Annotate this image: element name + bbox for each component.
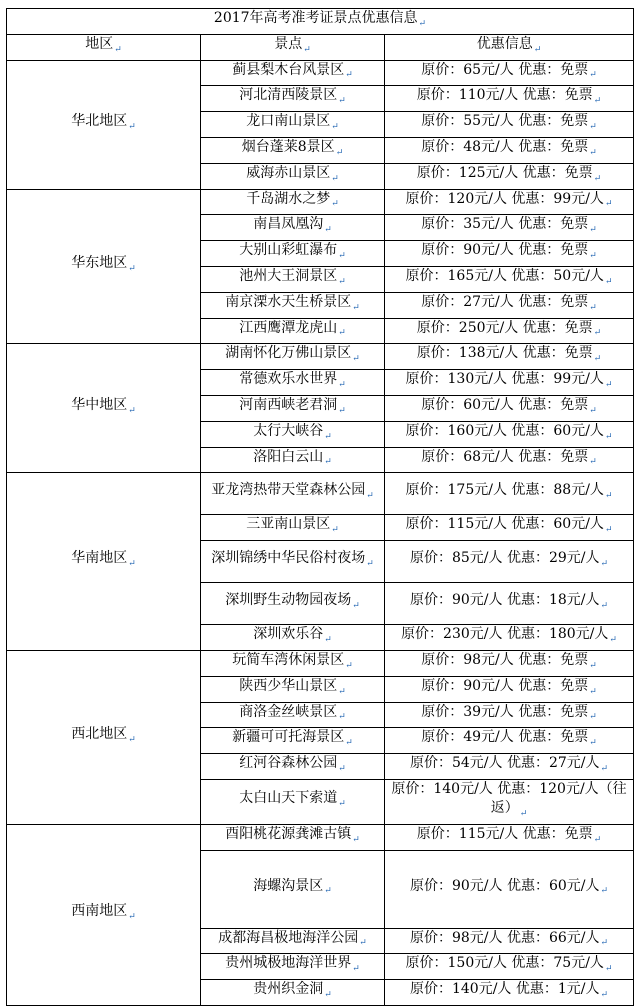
table-row [7,824,634,850]
spot-cell: 千岛湖水之梦$_↵$ [201,189,385,215]
spot-cell: 烟台蓬莱8景区$_↵$ [201,137,385,163]
discount-cell: 原价：65元/人 优惠：免票$_↵$ [385,60,634,86]
discount-cell: 原价：150元/人 优惠：75元/人$_↵$ [385,954,634,980]
header-spot: 景点$_↵$ [201,34,385,60]
spot-cell: 亚龙湾热带天堂森林公园$_↵$ [201,473,385,515]
spot-cell: 河北清西陵景区$_↵$ [201,86,385,112]
spot-cell: 常德欢乐水世界$_↵$ [201,370,385,396]
discount-cell: 原价：90元/人 优惠：18元/人$_↵$ [385,583,634,625]
discount-cell: 原价：115元/人 优惠：60元/人$_↵$ [385,515,634,541]
region-cell: 华东地区$_↵$ [7,189,201,344]
discount-cell: 原价：138元/人 优惠：免票$_↵$ [385,344,634,370]
spot-cell: 海螺沟景区$_↵$ [201,850,385,928]
discount-cell: 原价：27元/人 优惠：免票$_↵$ [385,292,634,318]
spot-cell: 蓟县梨木台风景区$_↵$ [201,60,385,86]
spot-cell: 深圳锦绣中华民俗村夜场$_↵$ [201,541,385,583]
spot-cell: 南昌凤凰沟$_↵$ [201,215,385,241]
table-row [7,473,634,515]
discount-cell: 原价：35元/人 优惠：免票$_↵$ [385,215,634,241]
discount-cell: 原价：125元/人 优惠：免票$_↵$ [385,163,634,189]
spot-cell: 贵州织金洞$_↵$ [201,980,385,1006]
spot-cell: 太行大峡谷$_↵$ [201,421,385,447]
discount-cell: 原价：115元/人 优惠：免票$_↵$ [385,824,634,850]
spot-cell: 湖南怀化万佛山景区$_↵$ [201,344,385,370]
discount-cell: 原价：39元/人 优惠：免票$_↵$ [385,702,634,728]
spot-cell: 河南西峡老君洞$_↵$ [201,395,385,421]
spot-cell: 成都海昌极地海洋公园$_↵$ [201,928,385,954]
spot-cell: 商洛金丝峡景区$_↵$ [201,702,385,728]
discount-cell: 原价：140元/人 优惠：1元/人$_↵$ [385,980,634,1006]
discount-cell: 原价：110元/人 优惠：免票$_↵$ [385,86,634,112]
spot-cell: 陕西少华山景区$_↵$ [201,676,385,702]
spot-cell: 新疆可可托海景区$_↵$ [201,728,385,754]
discount-cell: 原价：120元/人 优惠：99元/人$_↵$ [385,189,634,215]
region-cell: 华北地区$_↵$ [7,60,201,189]
spot-cell: 深圳野生动物园夜场$_↵$ [201,583,385,625]
discount-cell: 原价：98元/人 优惠：免票$_↵$ [385,650,634,676]
spot-cell: 玩简车湾休闲景区$_↵$ [201,650,385,676]
discount-cell: 原价：250元/人 优惠：免票$_↵$ [385,318,634,344]
region-cell: 西北地区$_↵$ [7,650,201,824]
discount-cell: 原价：48元/人 优惠：免票$_↵$ [385,137,634,163]
table-row [7,60,634,86]
discount-cell: 原价：130元/人 优惠：99元/人$_↵$ [385,370,634,396]
region-cell: 华中地区$_↵$ [7,344,201,473]
spot-cell: 贵州城极地海洋世界$_↵$ [201,954,385,980]
header-region: 地区$_↵$ [7,34,201,60]
discount-cell: 原价：49元/人 优惠：免票$_↵$ [385,728,634,754]
spot-cell: 池州大王洞景区$_↵$ [201,266,385,292]
table-row [7,344,634,370]
discount-cell: 原价：90元/人 优惠：免票$_↵$ [385,241,634,267]
spot-cell: 红河谷森林公园$_↵$ [201,754,385,780]
discount-cell: 原价：68元/人 优惠：免票$_↵$ [385,447,634,473]
table-title: 2017年高考准考证景点优惠信息$_↵$ [7,9,634,35]
spot-cell: 酉阳桃花源龚滩古镇$_↵$ [201,824,385,850]
table-row [7,189,634,215]
discount-cell: 原价：175元/人 优惠：88元/人$_↵$ [385,473,634,515]
discount-cell: 原价：98元/人 优惠：66元/人$_↵$ [385,928,634,954]
spot-cell: 太白山天下索道$_↵$ [201,779,385,824]
discount-cell: 原价：140元/人 优惠：120元/人（往返）$_↵$ [385,779,634,824]
discount-cell: 原价：160元/人 优惠：60元/人$_↵$ [385,421,634,447]
discount-cell: 原价：54元/人 优惠：27元/人$_↵$ [385,754,634,780]
header-discount: 优惠信息$_↵$ [385,34,634,60]
table-row [7,650,634,676]
spot-cell: 洛阳白云山$_↵$ [201,447,385,473]
spot-cell: 深圳欢乐谷$_↵$ [201,625,385,651]
discount-cell: 原价：85元/人 优惠：29元/人$_↵$ [385,541,634,583]
spot-cell: 江西鹰潭龙虎山$_↵$ [201,318,385,344]
spot-cell: 三亚南山景区$_↵$ [201,515,385,541]
discount-cell: 原价：90元/人 优惠：60元/人$_↵$ [385,850,634,928]
discount-table [6,8,634,1006]
region-cell: 华南地区$_↵$ [7,473,201,651]
spot-cell: 龙口南山景区$_↵$ [201,112,385,138]
region-cell: 西南地区$_↵$ [7,824,201,1005]
discount-cell: 原价：90元/人 优惠：免票$_↵$ [385,676,634,702]
discount-cell: 原价：230元/人 优惠：180元/人$_↵$ [385,625,634,651]
spot-cell: 大别山彩虹瀑布$_↵$ [201,241,385,267]
discount-cell: 原价：55元/人 优惠：免票$_↵$ [385,112,634,138]
discount-cell: 原价：60元/人 优惠：免票$_↵$ [385,395,634,421]
discount-cell: 原价：165元/人 优惠：50元/人$_↵$ [385,266,634,292]
spot-cell: 威海赤山景区$_↵$ [201,163,385,189]
spot-cell: 南京溧水天生桥景区$_↵$ [201,292,385,318]
